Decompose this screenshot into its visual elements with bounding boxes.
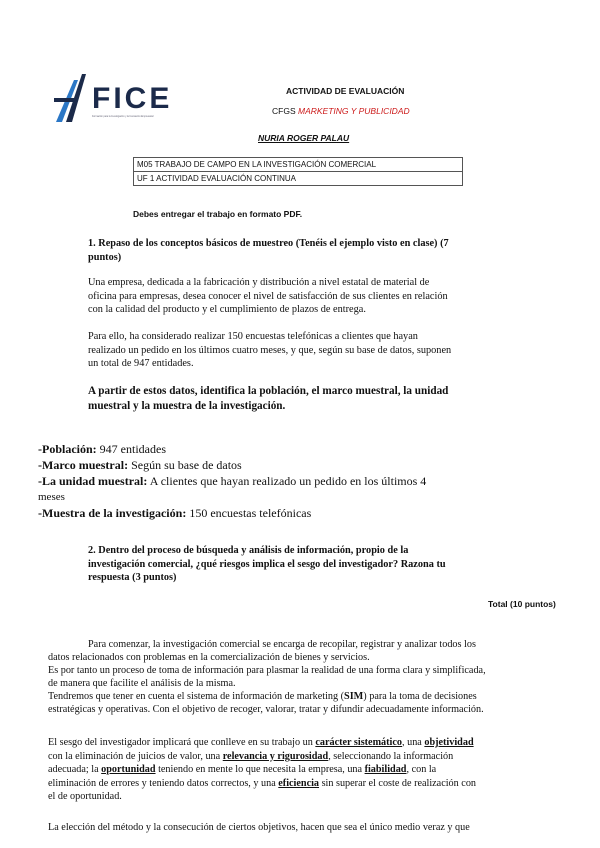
answer-paragraph-3: La elección del método y la consecución de ciertos objetivos, hacen que sea el único medio veraz y que	[48, 822, 470, 833]
text-line	[48, 736, 578, 750]
text-span: sin superar el coste de realización con	[319, 777, 477, 789]
text-line: Para ello, ha considerado realizar 150 encuestas telefónicas a clientes que hayan	[88, 331, 418, 342]
unit-name: UF 1 ACTIVIDAD EVALUACIÓN CONTINUA	[134, 172, 463, 186]
text-span: ) para la toma de decisiones	[363, 691, 477, 702]
text-span: adecuada; la	[48, 764, 102, 775]
fice-logo-mark	[52, 70, 96, 126]
module-table	[133, 157, 463, 186]
answer-unidad	[38, 473, 558, 489]
text-line	[48, 750, 578, 764]
total-label: Total (	[488, 599, 513, 609]
text-span: El sesgo del investigador implicará que conlleve en su trabajo un	[48, 737, 316, 748]
text-span: oportunidad	[101, 764, 156, 775]
text-span: , con la	[406, 764, 437, 775]
logo-tagline: Formación para la Investigación y la Innovación Empresarial	[92, 116, 154, 118]
instructions: Debes entregar el trabajo en formato PDF.	[133, 209, 303, 219]
text-line	[48, 777, 578, 791]
answer-value: 947 entidades	[96, 442, 166, 456]
text-line: respuesta (3 puntos)	[88, 572, 177, 583]
q1-title	[88, 237, 538, 264]
text-line: Es por tanto un proceso de toma de información para plasmar la realidad de una forma clara y simplificada,	[48, 665, 486, 676]
answer-label: -La unidad muestral:	[38, 474, 148, 488]
q1-title-line: 1. Repaso de los conceptos básicos de muestreo (Tenéis el ejemplo visto en clase) (7	[88, 238, 449, 249]
answer-marco	[38, 457, 558, 473]
cfgs-name: MARKETING Y PUBLICIDAD	[298, 106, 410, 116]
text-line: investigación comercial, ¿qué riesgos implica el sesgo del investigador? Razona tu	[88, 558, 446, 570]
text-line: oficina para empresas, desea conocer el nivel de satisfacción de sus clientes en relación	[88, 290, 448, 302]
text-line: el de oportunidad.	[48, 791, 122, 802]
cfgs-label: CFGS	[272, 106, 296, 116]
answer-paragraph-1	[48, 638, 578, 716]
text-span: relevancia y rigurosidad	[222, 750, 329, 762]
text-span: carácter sistemático	[315, 737, 402, 748]
text-span: SIM	[344, 691, 364, 702]
module-name: M05 TRABAJO DE CAMPO EN LA INVESTIGACIÓN COMERCIAL	[134, 158, 463, 172]
text-line: datos relacionados con problemas en la comercialización de bienes y servicios.	[48, 652, 370, 663]
text-line: estratégicas y operativas. Con el objetivo de recoger, valorar, tratar y difundir adecuadamente información.	[48, 704, 484, 715]
answer-value: 150 encuestas telefónicas	[186, 506, 312, 520]
cfgs-line	[272, 106, 410, 116]
logo-text: FICE	[92, 82, 173, 115]
text-span: teniendo en mente lo que necesita la empresa, una	[155, 764, 365, 775]
text-line: con la calidad del producto y el cumplimiento de plazos de entrega.	[88, 304, 366, 315]
answer-label: -Muestra de la investigación:	[38, 506, 187, 520]
text-line: de manera que facilite el análisis de la misma.	[48, 678, 236, 689]
total-end: puntos)	[522, 599, 556, 609]
text-line: Una empresa, dedicada a la fabricación y distribución a nivel estatal de material de	[88, 277, 430, 288]
text-span: , una	[402, 737, 425, 748]
text-line: muestral y la muestra de la investigación.	[88, 399, 286, 412]
text-line: Para comenzar, la investigación comercial se encarga de recopilar, registrar y analizar todos los	[88, 639, 476, 650]
answer-value: A clientes que hayan realizado un pedido en los últimos 4	[147, 474, 427, 488]
answer-poblacion	[38, 441, 558, 457]
text-line: 2. Dentro del proceso de búsqueda y análisis de información, propio de la	[88, 545, 409, 556]
text-line: A partir de estos datos, identifica la población, el marco muestral, la unidad	[88, 385, 449, 397]
text-span: Tendremos que tener en cuenta el sistema de información de marketing (	[48, 691, 345, 702]
q1-question	[88, 384, 548, 413]
student-name: NURIA ROGER PALAU	[258, 133, 350, 143]
activity-title: ACTIVIDAD DE EVALUACIÓN	[286, 86, 405, 96]
answer-label: -Población:	[38, 442, 97, 456]
answer-muestra	[38, 505, 558, 521]
text-span: objetividad	[424, 737, 474, 748]
answer-paragraph-2	[48, 736, 578, 804]
text-span: con la eliminación de juicios de valor, una	[48, 750, 223, 762]
q1-paragraph-2	[88, 330, 548, 371]
total-points	[488, 599, 556, 609]
answers-block	[38, 441, 558, 521]
fice-logo	[52, 70, 182, 126]
text-line	[48, 763, 578, 777]
q1-paragraph-1	[88, 276, 548, 317]
answer-label: -Marco muestral:	[38, 458, 129, 472]
text-span: eliminación de errores y teniendo datos correctos, y una	[48, 777, 279, 789]
q1-title-line: puntos)	[88, 251, 122, 263]
text-line	[48, 690, 578, 703]
text-span: , seleccionando la información	[328, 750, 454, 762]
total-value: 10	[512, 599, 523, 609]
answer-value: Según su base de datos	[128, 458, 242, 472]
text-line: un total de 947 entidades.	[88, 358, 194, 369]
answer-value: meses	[38, 491, 65, 503]
text-line: realizado un pedido en los últimos cuatro meses, y que, según su base de datos, suponen	[88, 344, 452, 356]
text-span: fiabilidad	[364, 764, 407, 775]
q2-title	[88, 544, 548, 585]
text-span: eficiencia	[278, 777, 320, 789]
